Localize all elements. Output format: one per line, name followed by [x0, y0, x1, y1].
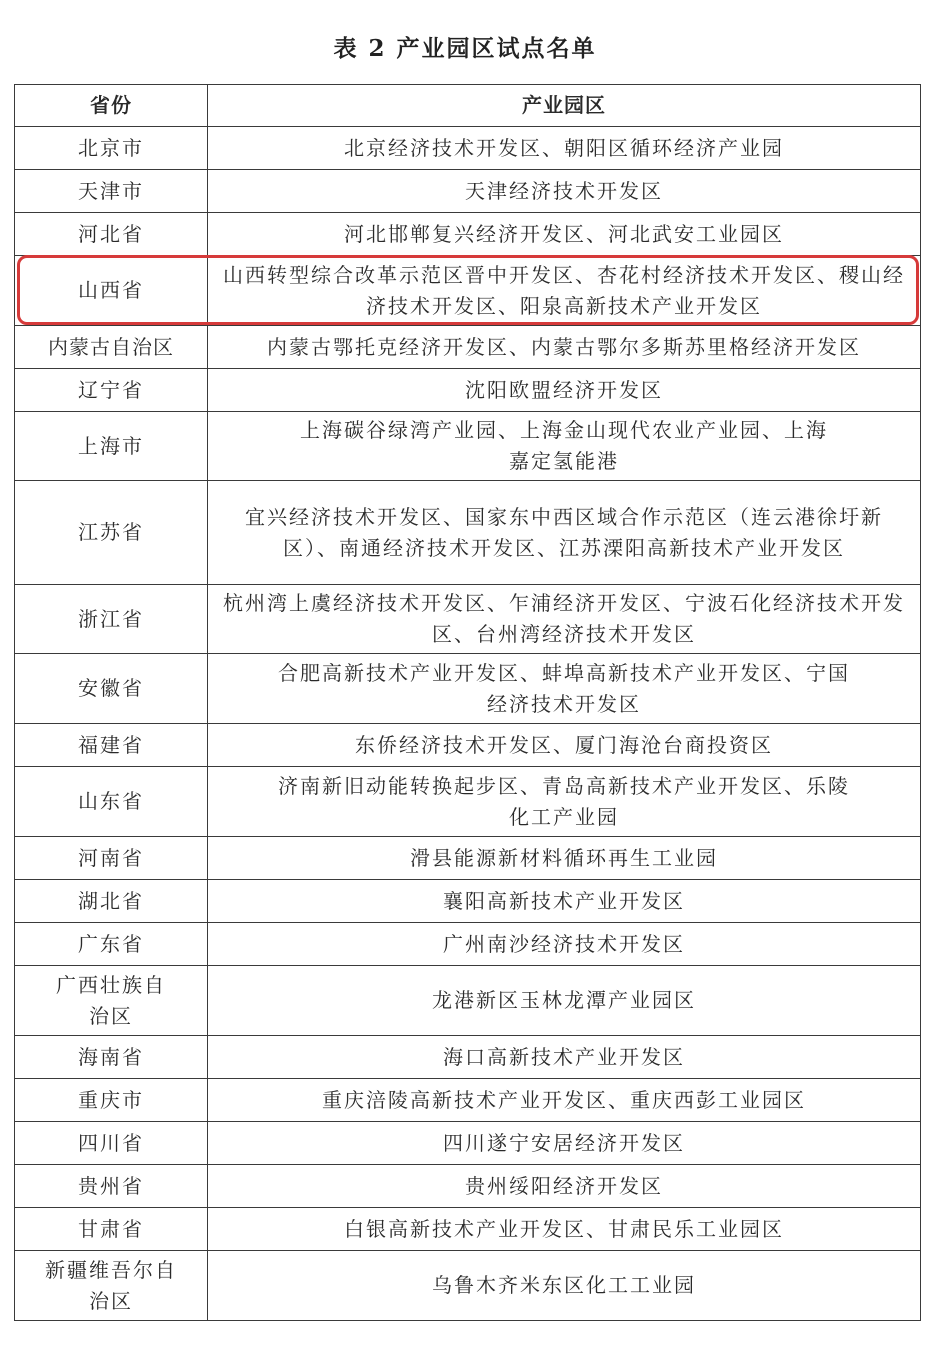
table-row	[15, 923, 921, 966]
province-cell: 浙江省	[15, 585, 208, 654]
table-row	[15, 1122, 921, 1165]
header-row	[15, 85, 921, 127]
province-cell: 河北省	[15, 213, 208, 256]
province-cell: 上海市	[15, 412, 208, 481]
park-cell: 上海碳谷绿湾产业园、上海金山现代农业产业园、上海嘉定氢能港	[208, 412, 921, 481]
table-row	[15, 1165, 921, 1208]
table-row	[15, 369, 921, 412]
table-row	[15, 724, 921, 767]
park-cell: 龙港新区玉林龙潭产业园区	[208, 966, 921, 1036]
province-cell: 广西壮族自治区	[15, 966, 208, 1036]
province-cell: 重庆市	[15, 1079, 208, 1122]
province-cell: 安徽省	[15, 654, 208, 724]
table-row	[15, 1079, 921, 1122]
province-cell: 河南省	[15, 837, 208, 880]
table-row	[15, 326, 921, 369]
province-cell: 天津市	[15, 170, 208, 213]
park-cell: 四川遂宁安居经济开发区	[208, 1122, 921, 1165]
table-row	[15, 1251, 921, 1321]
province-cell: 山西省	[15, 256, 208, 326]
park-cell: 东侨经济技术开发区、厦门海沧台商投资区	[208, 724, 921, 767]
park-cell: 合肥高新技术产业开发区、蚌埠高新技术产业开发区、宁国经济技术开发区	[208, 654, 921, 724]
park-cell: 贵州绥阳经济开发区	[208, 1165, 921, 1208]
province-cell: 山东省	[15, 767, 208, 837]
province-cell: 新疆维吾尔自治区	[15, 1251, 208, 1321]
table-row	[15, 880, 921, 923]
table-row	[15, 585, 921, 654]
park-cell: 襄阳高新技术产业开发区	[208, 880, 921, 923]
table-row	[15, 654, 921, 724]
province-cell: 湖北省	[15, 880, 208, 923]
park-cell: 内蒙古鄂托克经济开发区、内蒙古鄂尔多斯苏里格经济开发区	[208, 326, 921, 369]
park-cell: 济南新旧动能转换起步区、青岛高新技术产业开发区、乐陵化工产业园	[208, 767, 921, 837]
park-cell: 海口高新技术产业开发区	[208, 1036, 921, 1079]
pilot-parks-table	[14, 84, 921, 1321]
table-row	[15, 1036, 921, 1079]
park-cell: 滑县能源新材料循环再生工业园	[208, 837, 921, 880]
table-row	[15, 213, 921, 256]
park-cell: 杭州湾上虞经济技术开发区、乍浦经济开发区、宁波石化经济技术开发区、台州湾经济技术开发区	[208, 585, 921, 654]
province-cell: 福建省	[15, 724, 208, 767]
province-cell: 江苏省	[15, 481, 208, 585]
province-cell: 甘肃省	[15, 1208, 208, 1251]
park-cell: 乌鲁木齐米东区化工工业园	[208, 1251, 921, 1321]
province-cell: 贵州省	[15, 1165, 208, 1208]
park-cell: 河北邯郸复兴经济开发区、河北武安工业园区	[208, 213, 921, 256]
column-header-province: 省份	[15, 85, 208, 127]
province-cell: 辽宁省	[15, 369, 208, 412]
column-header-park: 产业园区	[208, 85, 921, 127]
province-cell: 海南省	[15, 1036, 208, 1079]
table-row	[15, 127, 921, 170]
table-row	[15, 966, 921, 1036]
province-cell: 内蒙古自治区	[15, 326, 208, 369]
park-cell: 白银高新技术产业开发区、甘肃民乐工业园区	[208, 1208, 921, 1251]
table-row	[15, 481, 921, 585]
park-cell: 广州南沙经济技术开发区	[208, 923, 921, 966]
park-cell: 沈阳欧盟经济开发区	[208, 369, 921, 412]
table-title: 表 2 产业园区试点名单	[333, 35, 597, 62]
table-row	[15, 412, 921, 481]
province-cell: 广东省	[15, 923, 208, 966]
province-cell: 四川省	[15, 1122, 208, 1165]
table-row-highlighted	[15, 256, 921, 326]
table-row	[15, 837, 921, 880]
park-cell: 重庆涪陵高新技术产业开发区、重庆西彭工业园区	[208, 1079, 921, 1122]
table-row	[15, 1208, 921, 1251]
park-cell: 天津经济技术开发区	[208, 170, 921, 213]
table-row	[15, 170, 921, 213]
park-cell: 宜兴经济技术开发区、国家东中西区域合作示范区（连云港徐圩新区）、南通经济技术开发区、江苏溧阳高新技术产业开发区	[208, 481, 921, 585]
province-cell: 北京市	[15, 127, 208, 170]
park-cell: 山西转型综合改革示范区晋中开发区、杏花村经济技术开发区、稷山经济技术开发区、阳泉高新技术产业开发区	[208, 256, 921, 326]
table-row	[15, 767, 921, 837]
park-cell: 北京经济技术开发区、朝阳区循环经济产业园	[208, 127, 921, 170]
